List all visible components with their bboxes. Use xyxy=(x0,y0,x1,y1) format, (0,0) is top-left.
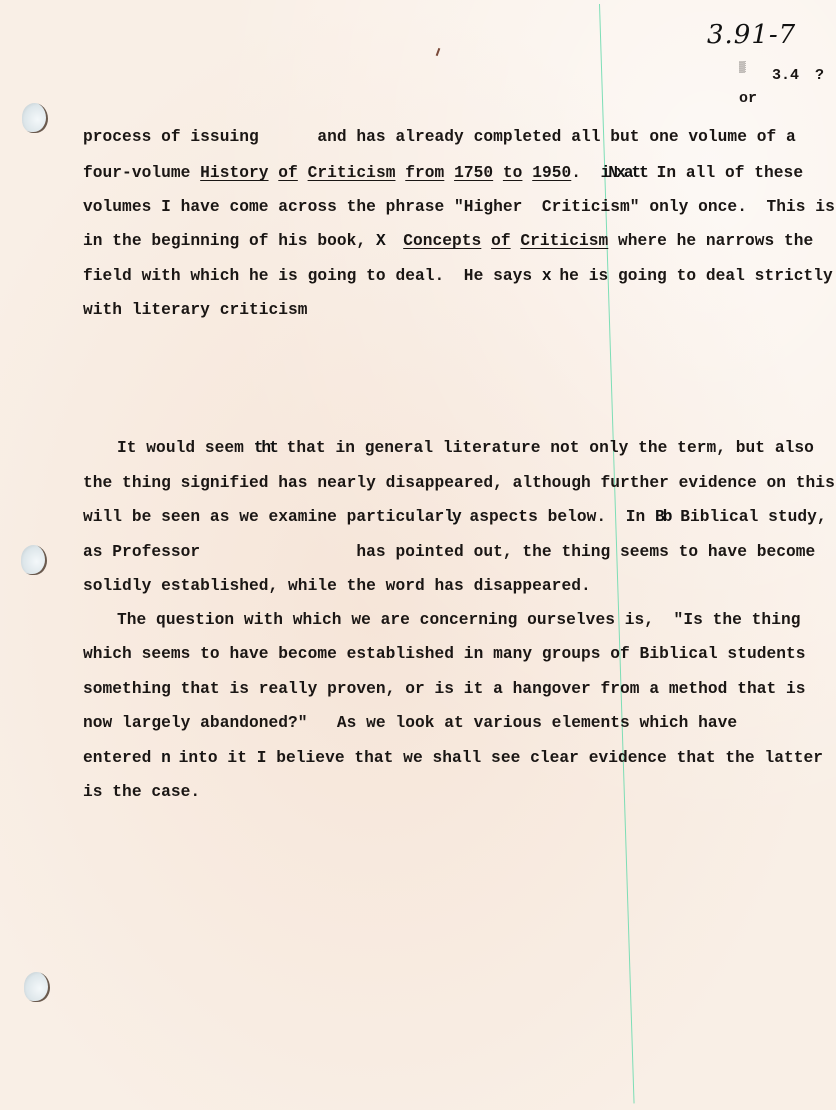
underlined-title-word: Criticism xyxy=(307,164,396,182)
text-segment: process of issuing and has already completed all but one volume of a xyxy=(83,128,796,146)
typed-over-correction: iNxatt xyxy=(600,164,647,182)
text-segment: now largely abandoned?" As we look at various elements which have xyxy=(83,714,738,732)
typed-over-correction: tht xyxy=(253,439,277,457)
text-segment xyxy=(511,232,521,250)
punch-hole-middle xyxy=(21,545,47,575)
text-segment: with literary criticism xyxy=(83,301,308,319)
typed-over-correction: n xyxy=(161,749,169,767)
text-segment: he is going to deal strictly xyxy=(549,267,833,285)
underlined-title-word: from xyxy=(405,164,445,182)
text-line xyxy=(117,439,814,457)
underlined-title-word: to xyxy=(502,164,523,182)
margin-note-value: 3.4 xyxy=(772,67,800,84)
text-segment: field with which he is going to deal. He says xyxy=(83,267,542,285)
underlined-title-word: 1750 xyxy=(454,164,494,182)
text-line xyxy=(83,301,308,319)
text-segment xyxy=(298,164,308,182)
text-segment: In all of these xyxy=(646,164,804,182)
text-line xyxy=(83,680,806,698)
text-segment: something that is really proven, or is it a hangover from a method that is xyxy=(83,680,806,698)
text-line xyxy=(83,267,833,285)
text-segment: entered xyxy=(83,749,162,767)
text-line xyxy=(117,611,801,629)
text-segment: solidly established, while the word has disappeared. xyxy=(83,577,591,595)
text-segment xyxy=(269,164,279,182)
text-segment: the thing signified has nearly disappeared, although further evidence on this xyxy=(83,474,835,492)
text-segment: Biblical study, xyxy=(670,508,827,526)
text-line xyxy=(83,577,591,595)
text-line xyxy=(83,508,827,526)
text-segment: . xyxy=(571,164,601,182)
underlined-title-word: 1950 xyxy=(532,164,572,182)
underlined-title-word: Criticism xyxy=(520,232,609,250)
typed-over-correction: x xyxy=(541,267,550,285)
text-segment xyxy=(444,164,454,182)
text-segment: that in general literature not only the term, but also xyxy=(276,439,814,457)
text-segment xyxy=(493,164,503,182)
text-segment: The question with which we are concerning ourselves is, "Is the thing xyxy=(117,611,801,629)
text-segment: where he narrows the xyxy=(608,232,814,250)
punch-hole-bottom xyxy=(24,972,50,1002)
struck-margin-mark: ▒ xyxy=(739,62,746,74)
text-line xyxy=(83,232,813,250)
text-line xyxy=(83,645,806,663)
text-segment: into it I believe that we shall see clear evidence that the latter xyxy=(168,749,824,767)
margin-note-question: ? xyxy=(815,67,825,84)
text-segment: in the beginning of his book, xyxy=(83,232,376,250)
text-segment: aspects below. In xyxy=(459,508,656,526)
underlined-title-word: History xyxy=(200,164,269,182)
text-segment: which seems to have become established in many groups of Biblical students xyxy=(83,645,806,663)
text-line xyxy=(83,749,823,767)
text-segment xyxy=(384,232,404,250)
text-line xyxy=(83,543,815,561)
underlined-title-word: of xyxy=(491,232,511,250)
text-line xyxy=(83,474,835,492)
text-segment: as Professor has pointed out, the thing seems to have become xyxy=(83,543,816,561)
underlined-title-word: Concepts xyxy=(403,232,482,250)
text-line xyxy=(83,164,803,182)
text-line xyxy=(83,714,737,732)
text-segment: volumes I have come across the phrase "Higher Criticism" only once. This is xyxy=(83,198,835,216)
text-line xyxy=(83,783,200,801)
handwritten-page-number: 3.91-7 xyxy=(707,20,797,50)
text-line xyxy=(83,128,796,146)
text-segment: will be seen as we examine particular xyxy=(83,508,445,526)
underlined-title-word: of xyxy=(278,164,298,182)
typed-over-correction: X xyxy=(375,232,384,250)
text-segment: is the case. xyxy=(83,783,201,801)
text-segment: four-volume xyxy=(83,164,201,182)
typed-over-correction: Bb xyxy=(655,508,671,526)
text-segment xyxy=(522,164,532,182)
text-segment xyxy=(395,164,405,182)
margin-note-or: or xyxy=(739,90,758,107)
punch-hole-top xyxy=(22,103,48,133)
text-segment xyxy=(481,232,491,250)
text-line xyxy=(83,198,835,216)
text-segment: It would seem xyxy=(117,439,254,457)
paper-speck xyxy=(436,48,441,56)
typed-over-correction: ly xyxy=(444,508,460,526)
